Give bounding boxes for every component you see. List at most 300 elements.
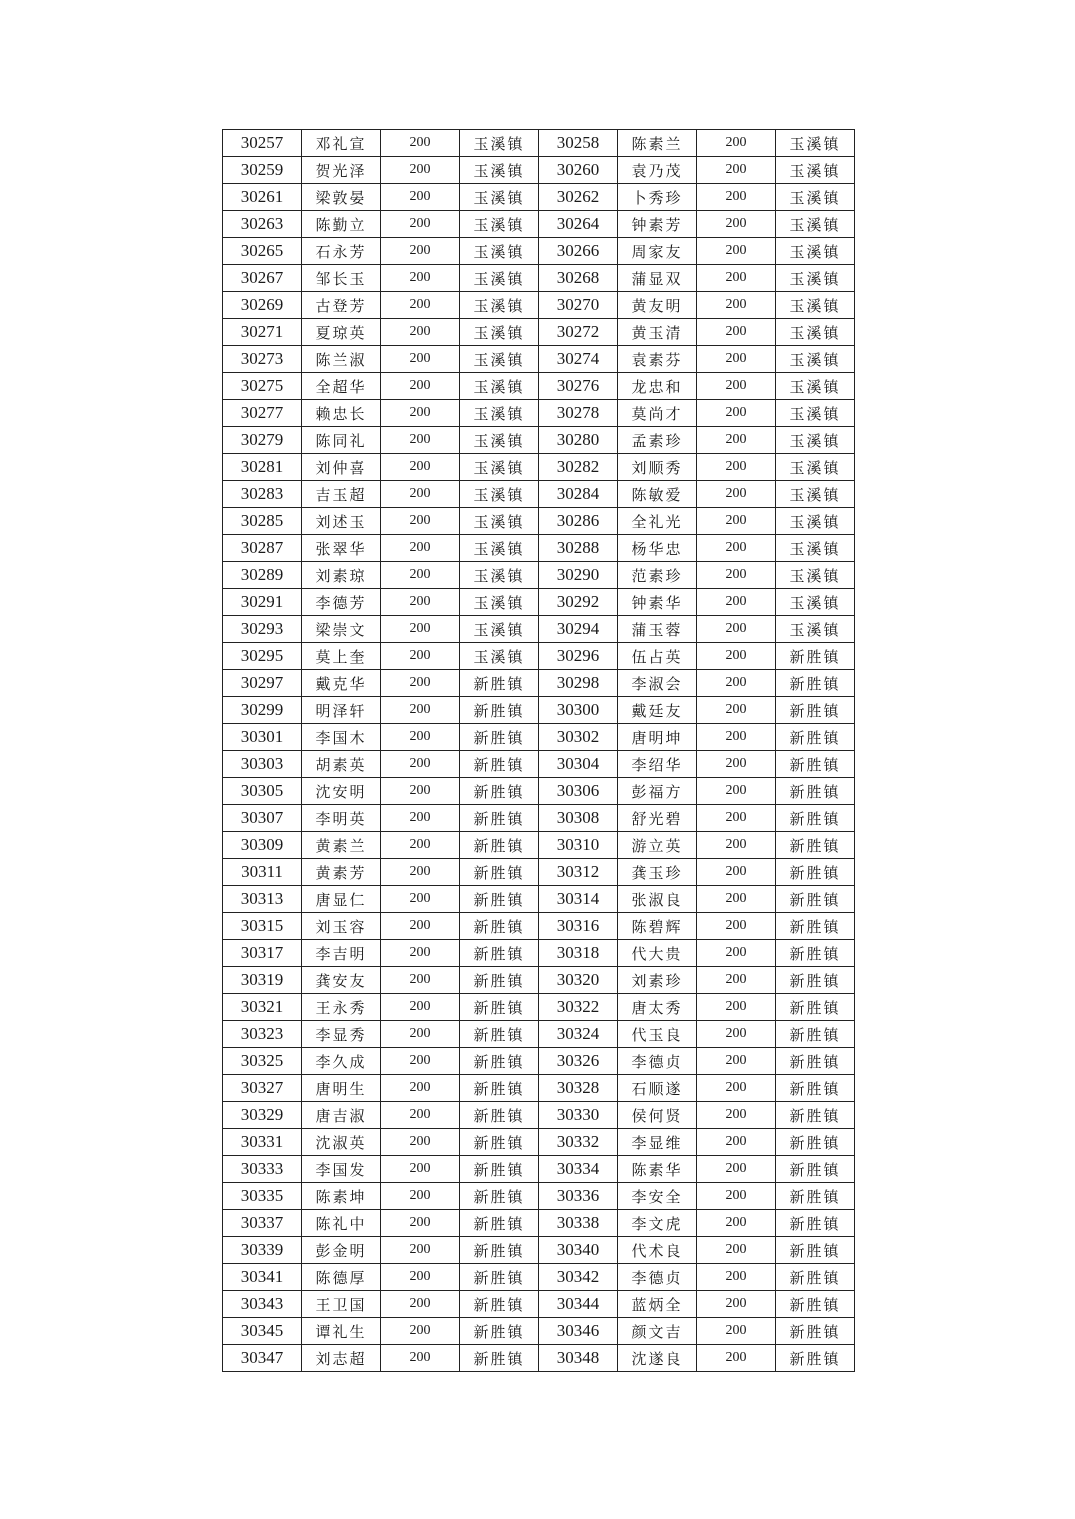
left-amount-cell: 200 <box>381 1102 460 1129</box>
right-record-id-cell: 30340 <box>539 1237 618 1264</box>
right-town-cell: 玉溪镇 <box>776 454 855 481</box>
left-recipient-name-cell: 谭礼生 <box>302 1318 381 1345</box>
right-amount-cell: 200 <box>697 427 776 454</box>
right-record-id-cell: 30292 <box>539 589 618 616</box>
right-amount-cell: 200 <box>697 940 776 967</box>
right-recipient-name-cell: 龙忠和 <box>618 373 697 400</box>
left-town-cell: 新胜镇 <box>460 751 539 778</box>
right-recipient-name-cell: 彭福方 <box>618 778 697 805</box>
right-town-cell: 新胜镇 <box>776 1345 855 1372</box>
right-recipient-name-cell: 范素珍 <box>618 562 697 589</box>
left-town-cell: 新胜镇 <box>460 805 539 832</box>
left-recipient-name-cell: 沈安明 <box>302 778 381 805</box>
left-recipient-name-cell: 黄素芳 <box>302 859 381 886</box>
left-record-id-cell: 30345 <box>223 1318 302 1345</box>
right-recipient-name-cell: 张淑良 <box>618 886 697 913</box>
left-amount-cell: 200 <box>381 1129 460 1156</box>
right-recipient-name-cell: 李显维 <box>618 1129 697 1156</box>
right-town-cell: 玉溪镇 <box>776 535 855 562</box>
left-recipient-name-cell: 陈勤立 <box>302 211 381 238</box>
left-amount-cell: 200 <box>381 1156 460 1183</box>
right-recipient-name-cell: 李绍华 <box>618 751 697 778</box>
table-row <box>223 265 855 292</box>
right-amount-cell: 200 <box>697 967 776 994</box>
right-amount-cell: 200 <box>697 238 776 265</box>
left-amount-cell: 200 <box>381 292 460 319</box>
left-town-cell: 玉溪镇 <box>460 400 539 427</box>
left-record-id-cell: 30275 <box>223 373 302 400</box>
left-town-cell: 新胜镇 <box>460 697 539 724</box>
left-record-id-cell: 30339 <box>223 1237 302 1264</box>
table-row <box>223 1237 855 1264</box>
right-recipient-name-cell: 袁素芬 <box>618 346 697 373</box>
right-recipient-name-cell: 石顺遂 <box>618 1075 697 1102</box>
right-recipient-name-cell: 李文虎 <box>618 1210 697 1237</box>
left-recipient-name-cell: 夏琼英 <box>302 319 381 346</box>
right-record-id-cell: 30302 <box>539 724 618 751</box>
table-row <box>223 481 855 508</box>
right-recipient-name-cell: 李安全 <box>618 1183 697 1210</box>
right-recipient-name-cell: 黄玉清 <box>618 319 697 346</box>
table-row <box>223 292 855 319</box>
roster-table <box>222 129 855 1372</box>
left-amount-cell: 200 <box>381 1237 460 1264</box>
left-record-id-cell: 30273 <box>223 346 302 373</box>
left-record-id-cell: 30325 <box>223 1048 302 1075</box>
right-amount-cell: 200 <box>697 535 776 562</box>
table-row <box>223 130 855 157</box>
left-town-cell: 新胜镇 <box>460 832 539 859</box>
right-amount-cell: 200 <box>697 1264 776 1291</box>
right-town-cell: 新胜镇 <box>776 1318 855 1345</box>
left-town-cell: 玉溪镇 <box>460 238 539 265</box>
right-town-cell: 新胜镇 <box>776 940 855 967</box>
left-record-id-cell: 30287 <box>223 535 302 562</box>
table-row <box>223 1156 855 1183</box>
right-recipient-name-cell: 蒲显双 <box>618 265 697 292</box>
left-record-id-cell: 30315 <box>223 913 302 940</box>
left-recipient-name-cell: 唐显仁 <box>302 886 381 913</box>
left-record-id-cell: 30289 <box>223 562 302 589</box>
left-record-id-cell: 30317 <box>223 940 302 967</box>
left-recipient-name-cell: 古登芳 <box>302 292 381 319</box>
right-record-id-cell: 30314 <box>539 886 618 913</box>
left-amount-cell: 200 <box>381 670 460 697</box>
right-record-id-cell: 30284 <box>539 481 618 508</box>
right-amount-cell: 200 <box>697 373 776 400</box>
right-town-cell: 新胜镇 <box>776 1075 855 1102</box>
table-row <box>223 562 855 589</box>
right-town-cell: 玉溪镇 <box>776 157 855 184</box>
left-record-id-cell: 30313 <box>223 886 302 913</box>
right-town-cell: 新胜镇 <box>776 1021 855 1048</box>
left-recipient-name-cell: 石永芳 <box>302 238 381 265</box>
right-town-cell: 玉溪镇 <box>776 562 855 589</box>
right-amount-cell: 200 <box>697 1210 776 1237</box>
right-amount-cell: 200 <box>697 157 776 184</box>
left-town-cell: 新胜镇 <box>460 1210 539 1237</box>
left-amount-cell: 200 <box>381 481 460 508</box>
table-row <box>223 1048 855 1075</box>
left-amount-cell: 200 <box>381 319 460 346</box>
left-town-cell: 新胜镇 <box>460 1048 539 1075</box>
left-record-id-cell: 30295 <box>223 643 302 670</box>
left-amount-cell: 200 <box>381 643 460 670</box>
left-record-id-cell: 30343 <box>223 1291 302 1318</box>
left-amount-cell: 200 <box>381 400 460 427</box>
right-town-cell: 新胜镇 <box>776 832 855 859</box>
left-record-id-cell: 30341 <box>223 1264 302 1291</box>
left-amount-cell: 200 <box>381 1291 460 1318</box>
right-recipient-name-cell: 颜文吉 <box>618 1318 697 1345</box>
right-recipient-name-cell: 李德贞 <box>618 1048 697 1075</box>
right-record-id-cell: 30276 <box>539 373 618 400</box>
left-town-cell: 新胜镇 <box>460 859 539 886</box>
table-row <box>223 1210 855 1237</box>
left-town-cell: 玉溪镇 <box>460 454 539 481</box>
right-recipient-name-cell: 莫尚才 <box>618 400 697 427</box>
right-record-id-cell: 30288 <box>539 535 618 562</box>
right-town-cell: 新胜镇 <box>776 751 855 778</box>
right-amount-cell: 200 <box>697 724 776 751</box>
right-record-id-cell: 30280 <box>539 427 618 454</box>
left-town-cell: 玉溪镇 <box>460 508 539 535</box>
left-town-cell: 玉溪镇 <box>460 157 539 184</box>
table-row <box>223 724 855 751</box>
left-record-id-cell: 30323 <box>223 1021 302 1048</box>
left-recipient-name-cell: 刘述玉 <box>302 508 381 535</box>
right-record-id-cell: 30262 <box>539 184 618 211</box>
left-recipient-name-cell: 刘志超 <box>302 1345 381 1372</box>
left-record-id-cell: 30267 <box>223 265 302 292</box>
left-recipient-name-cell: 邹长玉 <box>302 265 381 292</box>
right-town-cell: 新胜镇 <box>776 643 855 670</box>
left-amount-cell: 200 <box>381 1210 460 1237</box>
left-town-cell: 新胜镇 <box>460 1129 539 1156</box>
left-recipient-name-cell: 张翠华 <box>302 535 381 562</box>
left-amount-cell: 200 <box>381 211 460 238</box>
right-town-cell: 新胜镇 <box>776 967 855 994</box>
left-record-id-cell: 30259 <box>223 157 302 184</box>
right-record-id-cell: 30286 <box>539 508 618 535</box>
right-town-cell: 玉溪镇 <box>776 481 855 508</box>
left-amount-cell: 200 <box>381 724 460 751</box>
right-amount-cell: 200 <box>697 454 776 481</box>
right-amount-cell: 200 <box>697 1075 776 1102</box>
left-amount-cell: 200 <box>381 427 460 454</box>
table-row <box>223 967 855 994</box>
right-recipient-name-cell: 侯何贤 <box>618 1102 697 1129</box>
left-recipient-name-cell: 李明英 <box>302 805 381 832</box>
right-amount-cell: 200 <box>697 670 776 697</box>
left-town-cell: 新胜镇 <box>460 1264 539 1291</box>
table-row <box>223 859 855 886</box>
left-amount-cell: 200 <box>381 1048 460 1075</box>
right-town-cell: 玉溪镇 <box>776 265 855 292</box>
right-recipient-name-cell: 伍占英 <box>618 643 697 670</box>
right-town-cell: 新胜镇 <box>776 1048 855 1075</box>
left-town-cell: 玉溪镇 <box>460 211 539 238</box>
left-amount-cell: 200 <box>381 616 460 643</box>
left-town-cell: 玉溪镇 <box>460 589 539 616</box>
right-town-cell: 玉溪镇 <box>776 130 855 157</box>
left-amount-cell: 200 <box>381 238 460 265</box>
table-row <box>223 805 855 832</box>
left-recipient-name-cell: 唐吉淑 <box>302 1102 381 1129</box>
right-town-cell: 新胜镇 <box>776 778 855 805</box>
left-town-cell: 玉溪镇 <box>460 373 539 400</box>
left-recipient-name-cell: 明泽轩 <box>302 697 381 724</box>
right-amount-cell: 200 <box>697 1183 776 1210</box>
left-amount-cell: 200 <box>381 967 460 994</box>
table-row <box>223 373 855 400</box>
right-recipient-name-cell: 代玉良 <box>618 1021 697 1048</box>
table-row <box>223 589 855 616</box>
left-amount-cell: 200 <box>381 913 460 940</box>
left-town-cell: 新胜镇 <box>460 1102 539 1129</box>
left-record-id-cell: 30301 <box>223 724 302 751</box>
right-recipient-name-cell: 钟素芳 <box>618 211 697 238</box>
left-amount-cell: 200 <box>381 1021 460 1048</box>
left-amount-cell: 200 <box>381 535 460 562</box>
right-town-cell: 新胜镇 <box>776 805 855 832</box>
table-row <box>223 238 855 265</box>
left-town-cell: 玉溪镇 <box>460 427 539 454</box>
right-amount-cell: 200 <box>697 913 776 940</box>
right-town-cell: 玉溪镇 <box>776 508 855 535</box>
left-recipient-name-cell: 陈兰淑 <box>302 346 381 373</box>
left-record-id-cell: 30335 <box>223 1183 302 1210</box>
left-record-id-cell: 30263 <box>223 211 302 238</box>
left-amount-cell: 200 <box>381 994 460 1021</box>
right-amount-cell: 200 <box>697 832 776 859</box>
right-record-id-cell: 30300 <box>539 697 618 724</box>
right-record-id-cell: 30308 <box>539 805 618 832</box>
right-record-id-cell: 30320 <box>539 967 618 994</box>
left-amount-cell: 200 <box>381 778 460 805</box>
right-town-cell: 玉溪镇 <box>776 400 855 427</box>
right-amount-cell: 200 <box>697 1318 776 1345</box>
left-town-cell: 新胜镇 <box>460 1183 539 1210</box>
left-record-id-cell: 30307 <box>223 805 302 832</box>
left-town-cell: 新胜镇 <box>460 1021 539 1048</box>
left-amount-cell: 200 <box>381 130 460 157</box>
table-row <box>223 319 855 346</box>
right-amount-cell: 200 <box>697 994 776 1021</box>
right-record-id-cell: 30324 <box>539 1021 618 1048</box>
right-amount-cell: 200 <box>697 1237 776 1264</box>
right-recipient-name-cell: 蒲玉蓉 <box>618 616 697 643</box>
left-amount-cell: 200 <box>381 508 460 535</box>
left-recipient-name-cell: 邓礼宣 <box>302 130 381 157</box>
left-amount-cell: 200 <box>381 184 460 211</box>
right-record-id-cell: 30278 <box>539 400 618 427</box>
right-amount-cell: 200 <box>697 130 776 157</box>
table-row <box>223 400 855 427</box>
left-recipient-name-cell: 李国木 <box>302 724 381 751</box>
left-recipient-name-cell: 刘素琼 <box>302 562 381 589</box>
table-row <box>223 886 855 913</box>
right-record-id-cell: 30274 <box>539 346 618 373</box>
left-town-cell: 玉溪镇 <box>460 562 539 589</box>
left-town-cell: 新胜镇 <box>460 913 539 940</box>
left-record-id-cell: 30305 <box>223 778 302 805</box>
right-recipient-name-cell: 卜秀珍 <box>618 184 697 211</box>
left-record-id-cell: 30309 <box>223 832 302 859</box>
table-row <box>223 751 855 778</box>
left-recipient-name-cell: 李国发 <box>302 1156 381 1183</box>
right-record-id-cell: 30270 <box>539 292 618 319</box>
right-recipient-name-cell: 杨华忠 <box>618 535 697 562</box>
right-town-cell: 新胜镇 <box>776 697 855 724</box>
right-amount-cell: 200 <box>697 319 776 346</box>
left-amount-cell: 200 <box>381 454 460 481</box>
left-town-cell: 新胜镇 <box>460 994 539 1021</box>
left-town-cell: 新胜镇 <box>460 1291 539 1318</box>
right-town-cell: 新胜镇 <box>776 670 855 697</box>
table-row <box>223 427 855 454</box>
left-record-id-cell: 30319 <box>223 967 302 994</box>
left-recipient-name-cell: 刘仲喜 <box>302 454 381 481</box>
right-recipient-name-cell: 陈素兰 <box>618 130 697 157</box>
right-record-id-cell: 30332 <box>539 1129 618 1156</box>
right-amount-cell: 200 <box>697 481 776 508</box>
right-recipient-name-cell: 戴廷友 <box>618 697 697 724</box>
table-row <box>223 157 855 184</box>
right-town-cell: 玉溪镇 <box>776 292 855 319</box>
table-row <box>223 1291 855 1318</box>
left-amount-cell: 200 <box>381 940 460 967</box>
left-recipient-name-cell: 沈淑英 <box>302 1129 381 1156</box>
right-record-id-cell: 30346 <box>539 1318 618 1345</box>
table-row <box>223 454 855 481</box>
left-recipient-name-cell: 彭金明 <box>302 1237 381 1264</box>
left-amount-cell: 200 <box>381 751 460 778</box>
right-recipient-name-cell: 黄友明 <box>618 292 697 319</box>
right-town-cell: 玉溪镇 <box>776 346 855 373</box>
left-town-cell: 玉溪镇 <box>460 616 539 643</box>
right-recipient-name-cell: 李德贞 <box>618 1264 697 1291</box>
right-record-id-cell: 30290 <box>539 562 618 589</box>
right-amount-cell: 200 <box>697 805 776 832</box>
right-record-id-cell: 30328 <box>539 1075 618 1102</box>
table-row <box>223 913 855 940</box>
table-row <box>223 994 855 1021</box>
right-amount-cell: 200 <box>697 1156 776 1183</box>
left-recipient-name-cell: 梁敦晏 <box>302 184 381 211</box>
right-amount-cell: 200 <box>697 859 776 886</box>
left-amount-cell: 200 <box>381 1075 460 1102</box>
right-amount-cell: 200 <box>697 292 776 319</box>
right-recipient-name-cell: 李淑会 <box>618 670 697 697</box>
right-recipient-name-cell: 刘素珍 <box>618 967 697 994</box>
left-record-id-cell: 30331 <box>223 1129 302 1156</box>
left-record-id-cell: 30283 <box>223 481 302 508</box>
left-record-id-cell: 30285 <box>223 508 302 535</box>
right-record-id-cell: 30296 <box>539 643 618 670</box>
left-town-cell: 玉溪镇 <box>460 481 539 508</box>
left-recipient-name-cell: 李吉明 <box>302 940 381 967</box>
left-recipient-name-cell: 全超华 <box>302 373 381 400</box>
right-record-id-cell: 30266 <box>539 238 618 265</box>
left-town-cell: 玉溪镇 <box>460 643 539 670</box>
right-recipient-name-cell: 孟素珍 <box>618 427 697 454</box>
right-recipient-name-cell: 唐明坤 <box>618 724 697 751</box>
left-town-cell: 新胜镇 <box>460 1075 539 1102</box>
right-town-cell: 新胜镇 <box>776 994 855 1021</box>
left-recipient-name-cell: 陈同礼 <box>302 427 381 454</box>
right-amount-cell: 200 <box>697 562 776 589</box>
table-row <box>223 697 855 724</box>
left-town-cell: 玉溪镇 <box>460 319 539 346</box>
left-amount-cell: 200 <box>381 589 460 616</box>
left-town-cell: 新胜镇 <box>460 1237 539 1264</box>
table-row <box>223 1021 855 1048</box>
left-amount-cell: 200 <box>381 1318 460 1345</box>
right-amount-cell: 200 <box>697 184 776 211</box>
right-recipient-name-cell: 周家友 <box>618 238 697 265</box>
right-record-id-cell: 30330 <box>539 1102 618 1129</box>
left-amount-cell: 200 <box>381 697 460 724</box>
right-recipient-name-cell: 陈碧辉 <box>618 913 697 940</box>
left-record-id-cell: 30299 <box>223 697 302 724</box>
right-record-id-cell: 30326 <box>539 1048 618 1075</box>
right-record-id-cell: 30258 <box>539 130 618 157</box>
left-amount-cell: 200 <box>381 1183 460 1210</box>
right-town-cell: 玉溪镇 <box>776 319 855 346</box>
right-amount-cell: 200 <box>697 616 776 643</box>
right-record-id-cell: 30348 <box>539 1345 618 1372</box>
right-recipient-name-cell: 全礼光 <box>618 508 697 535</box>
right-record-id-cell: 30318 <box>539 940 618 967</box>
left-record-id-cell: 30329 <box>223 1102 302 1129</box>
left-recipient-name-cell: 李德芳 <box>302 589 381 616</box>
left-amount-cell: 200 <box>381 1345 460 1372</box>
right-recipient-name-cell: 袁乃茂 <box>618 157 697 184</box>
right-town-cell: 玉溪镇 <box>776 373 855 400</box>
left-record-id-cell: 30333 <box>223 1156 302 1183</box>
right-record-id-cell: 30272 <box>539 319 618 346</box>
left-amount-cell: 200 <box>381 859 460 886</box>
left-recipient-name-cell: 李显秀 <box>302 1021 381 1048</box>
right-town-cell: 新胜镇 <box>776 859 855 886</box>
left-recipient-name-cell: 贺光泽 <box>302 157 381 184</box>
right-record-id-cell: 30338 <box>539 1210 618 1237</box>
left-town-cell: 新胜镇 <box>460 886 539 913</box>
left-record-id-cell: 30261 <box>223 184 302 211</box>
table-row <box>223 1183 855 1210</box>
left-amount-cell: 200 <box>381 157 460 184</box>
right-amount-cell: 200 <box>697 1345 776 1372</box>
right-recipient-name-cell: 陈素华 <box>618 1156 697 1183</box>
right-amount-cell: 200 <box>697 643 776 670</box>
left-amount-cell: 200 <box>381 265 460 292</box>
left-recipient-name-cell: 赖忠长 <box>302 400 381 427</box>
left-amount-cell: 200 <box>381 562 460 589</box>
left-recipient-name-cell: 陈素坤 <box>302 1183 381 1210</box>
table-row <box>223 940 855 967</box>
right-town-cell: 新胜镇 <box>776 1264 855 1291</box>
table-row <box>223 1318 855 1345</box>
table-row <box>223 346 855 373</box>
left-record-id-cell: 30277 <box>223 400 302 427</box>
right-recipient-name-cell: 刘顺秀 <box>618 454 697 481</box>
right-amount-cell: 200 <box>697 508 776 535</box>
left-recipient-name-cell: 龚安友 <box>302 967 381 994</box>
left-recipient-name-cell: 黄素兰 <box>302 832 381 859</box>
left-town-cell: 新胜镇 <box>460 967 539 994</box>
right-town-cell: 新胜镇 <box>776 1291 855 1318</box>
